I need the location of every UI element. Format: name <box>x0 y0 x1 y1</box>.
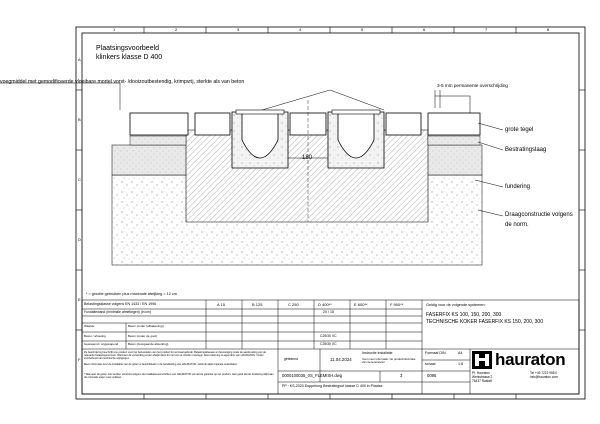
label-draagconstructie-2: de norm. <box>505 222 529 228</box>
klinker-right <box>386 113 421 135</box>
drawing-number: 0000100035_0S_FLEMISH.dwg <box>282 373 343 378</box>
sheet-number: 0095 <box>427 373 437 378</box>
row3-b: Beton (onder (afbakening)) <box>128 324 164 328</box>
frame-row-a: A <box>78 57 81 62</box>
hauraton-logo-icon <box>472 351 492 369</box>
grote-tegel-right <box>428 113 480 135</box>
title-line2: klinkers klasse D 400 <box>96 54 163 61</box>
date-label: getekend <box>284 357 298 361</box>
concrete-bed <box>186 130 428 222</box>
notes-2: Meer informatie over de installatie van de goten is beschikbaar in de handleiding van HAURATON. Gebruik altijd originele onderdelen. <box>84 363 238 366</box>
annotation-overschrijding: 3-5 mm permanente overschrijding <box>437 83 508 88</box>
row3-a: Waarde <box>84 324 95 328</box>
scale-label: schaal <box>425 362 436 366</box>
format-value: A4 <box>458 351 463 355</box>
row2-label: Fundatiewand (minimale afmetingen) (in cm) <box>84 310 152 314</box>
frame-col-1: 1 <box>113 27 116 32</box>
frame-row-f: F <box>78 357 81 362</box>
brand-tel: Tel +49 7222 958 0 <box>530 371 558 375</box>
label-bestratingslaag: Bestratingslaag <box>505 147 547 153</box>
channel-2 <box>328 110 384 168</box>
brand-name: hauraton <box>495 350 566 369</box>
frame-col-8: 8 <box>547 27 550 32</box>
channel-1 <box>232 110 288 168</box>
label-grote-tegel: grote tegel <box>505 127 534 133</box>
bedding-left <box>130 136 186 145</box>
frame-col-4: 4 <box>299 27 302 32</box>
class-e600: E 600** <box>354 302 368 307</box>
notes-1: De beschrijving beschrijft ons product voor het behandelen van het product bij normaal gebruik. Belastingsklassen en bevestiging zoals de aanbeveling van de relevante belastingsnormen. Wanneer de verwerking ervan afwijkt dient dit met ons te worden overlegd. Deze tekening is eigendom van HAURATON. Onder voorbehoud van technische wijzigingen. <box>84 351 266 361</box>
grote-tegel-left <box>130 113 188 135</box>
frame-col-6: 6 <box>423 27 426 32</box>
class-c250: C 250 <box>288 302 299 307</box>
class-f900: F 900** <box>390 302 404 307</box>
brand-address3: 76437 Rastatt <box>472 379 492 383</box>
footnote: * = grootte gebruiken plus maximale afwijking = 12 cm <box>86 292 177 296</box>
brand-mail: info@hauraton.com <box>530 375 558 379</box>
class-a15: A 15 <box>217 302 226 307</box>
notes-3: * Wanneer de goten niet worden verwerkt volgens de installatievoorschriften van HAURATON vervalt de garantie op het product. Hier geldt dat de fundering altijd aan de minimale eisen moet voldoen. <box>84 373 274 380</box>
disclaimer: Voor meer informatie: zie productinformatie van de leverancier <box>362 357 416 365</box>
label-fundering: fundering <box>505 184 531 190</box>
product-line2: TECHNISCHE KOKER FASERFIX KS 150, 200, 300 <box>426 319 543 325</box>
date-value: 11.04.2024 <box>330 357 352 362</box>
klinker-left <box>195 113 230 135</box>
class-b125: B 125 <box>252 302 263 307</box>
row5-a: Gewapend / ongewapend <box>84 342 119 346</box>
brand-address1: Pf. Hauraton <box>472 371 490 375</box>
revision: 3 <box>400 373 403 378</box>
brand-address2: Werkstrasse 2 <box>472 375 493 379</box>
row4-a: Beton / afmeting <box>84 334 106 338</box>
frame-col-7: 7 <box>485 27 488 32</box>
frame-row-c: C <box>78 177 81 182</box>
frame-row-e: E <box>78 297 81 302</box>
frame-col-5: 5 <box>361 27 364 32</box>
frame-row-d: D <box>78 237 81 242</box>
frame-col-3: 3 <box>237 27 240 32</box>
dim-180-label: 180 <box>302 155 313 161</box>
bedding-right <box>428 136 480 145</box>
table-header-label: Belastingsklasse volgens EN 1433 / EN 1996 <box>84 302 157 306</box>
title-line1: Plaatsingsvoorbeeld <box>96 45 160 52</box>
frame-col-2: 2 <box>175 27 178 32</box>
product-line1: FASERFIX KS 100, 150, 200, 300 <box>426 312 502 318</box>
frame-row-b: B <box>78 117 81 122</box>
format-label: Formaat DIN <box>425 351 446 355</box>
scale-value: 1:8 <box>458 362 463 366</box>
class-d400: D 400** <box>318 302 332 307</box>
row5-b: Beton (doorgaande afwerking) <box>128 342 169 346</box>
annotation-voegmiddel: voegmiddel met gemodificeerde vloeibare mortel vorst- /dooizoutbestendig, krimpvrij, sterkte als van beton <box>0 79 245 85</box>
product-heading: Geldig voor de volgende systemen: <box>426 303 486 307</box>
approved-label: Instructie installatie <box>362 351 393 355</box>
description: PP : KS-2020 Doppelung Bestratingsof klasse D 400 in Plaatse <box>282 384 383 388</box>
label-draagconstructie-1: Draagconstructie volgens <box>505 212 573 218</box>
row4-b: Beton (onder de goot) <box>128 334 158 338</box>
row2-value: 20 / 15 <box>323 310 334 314</box>
row4-value: C25/30 XC <box>320 334 337 338</box>
row5-value: C25/30 XC <box>320 342 337 346</box>
